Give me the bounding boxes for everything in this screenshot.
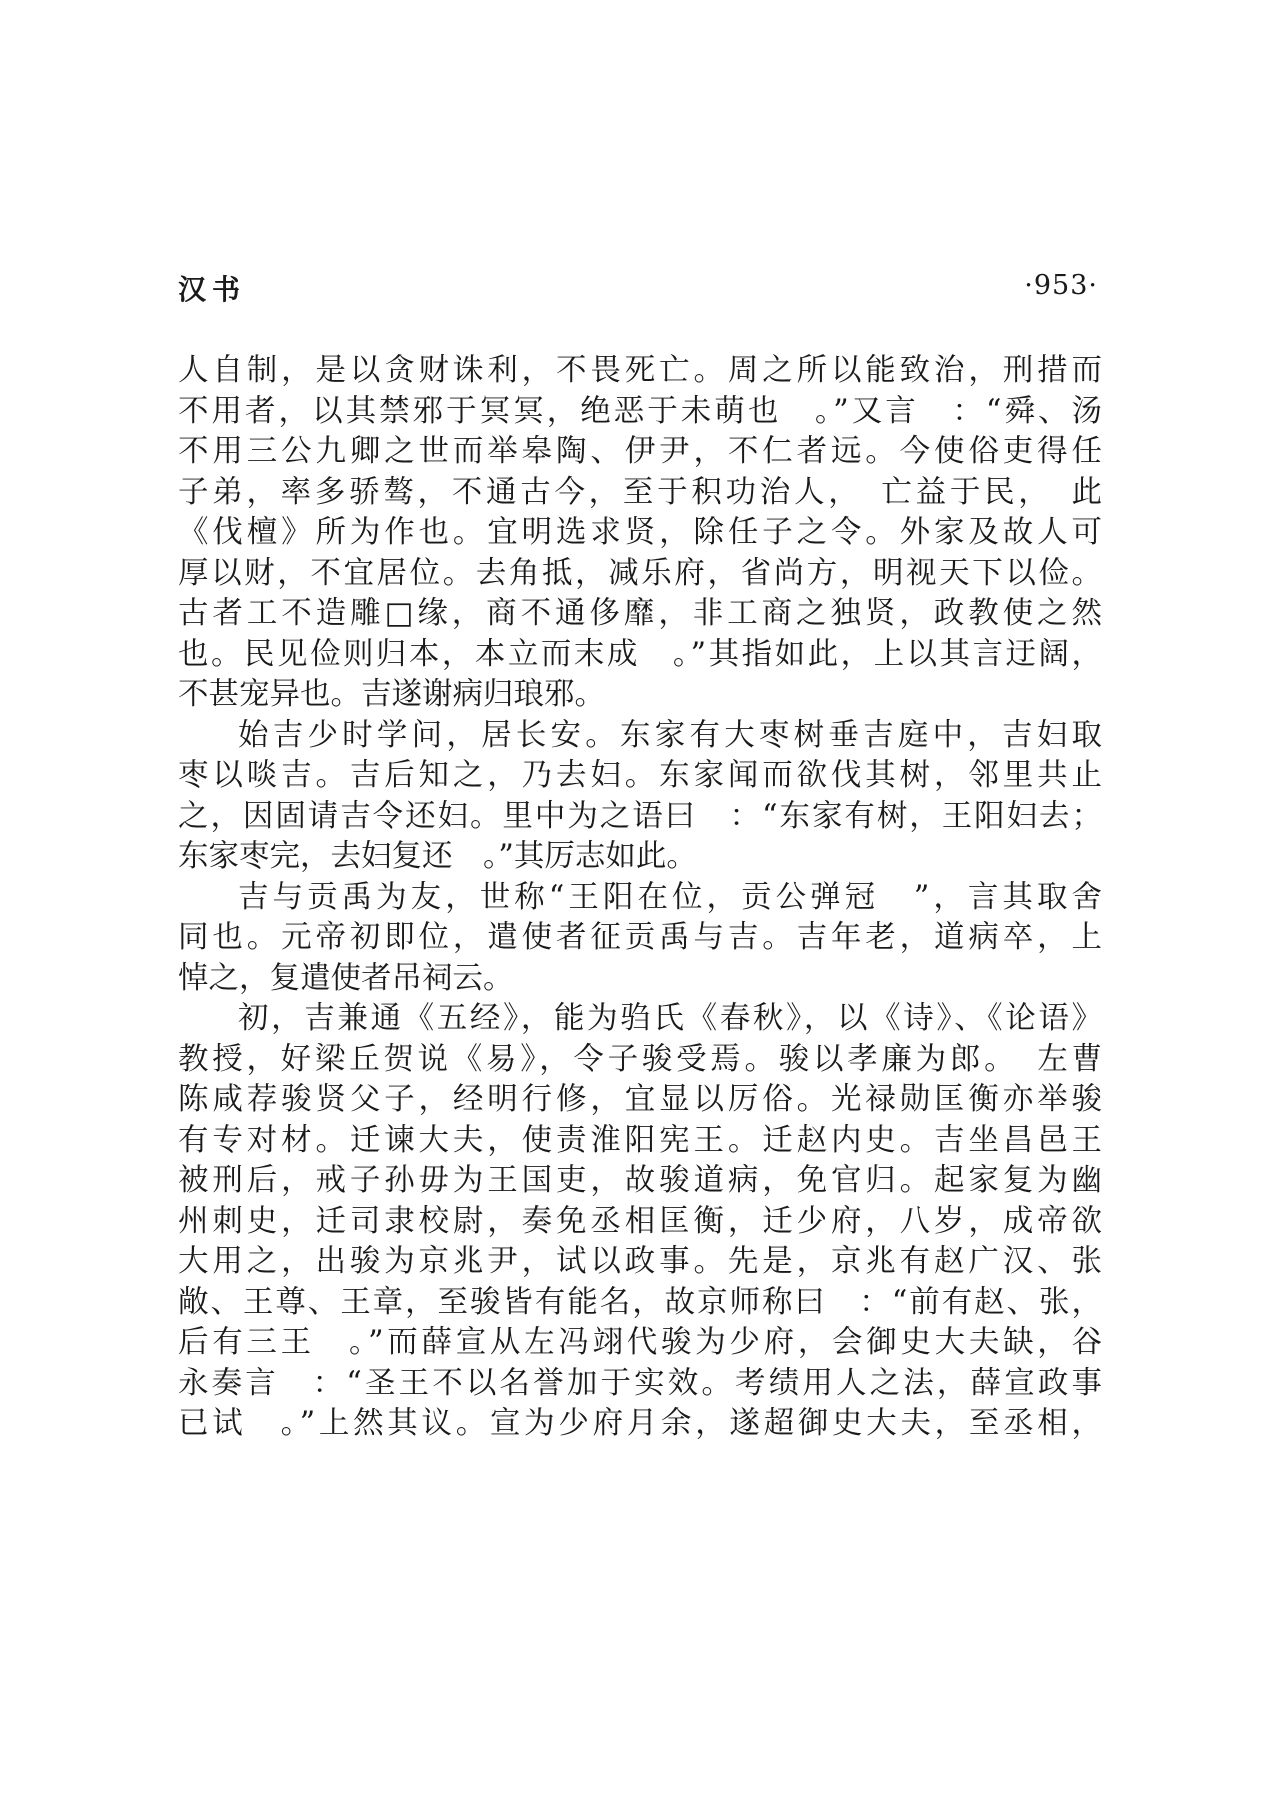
text-line: 也。民见俭则归本，本立而末成 。”其指如此，上以其言迂阔， bbox=[178, 636, 1102, 672]
text-line: 后有三王 。”而薛宣从左冯翊代骏为少府，会御史大夫缺，谷 bbox=[178, 1325, 1102, 1360]
text-line: 之，因固请吉令还妇。里中为之语曰 ：“东家有树，王阳妇去； bbox=[178, 798, 1102, 834]
text-line: 人自制，是以贪财诛利，不畏死亡。周之所以能致治，刑措而 bbox=[178, 353, 1102, 388]
text-line: 已试 。”上然其议。宣为少府月余，遂超御史大夫，至丞相， bbox=[178, 1406, 1102, 1441]
paragraph-start-line: 吉与贡禹为友，世称“王阳在位，贡公弹冠 ”，言其取舍 bbox=[238, 879, 1102, 915]
text-line: 教授，好梁丘贺说《易》，令子骏受焉。骏以孝廉为郎。 左曹 bbox=[178, 1041, 1102, 1077]
text-line: 枣以啖吉。吉后知之，乃去妇。东家闻而欲伐其树，邻里共止 bbox=[178, 758, 1102, 793]
text-line: 敞、王尊、王章，至骏皆有能名，故京师称曰 ：“前有赵、张， bbox=[178, 1284, 1102, 1320]
page-number: ·953· bbox=[1024, 270, 1098, 301]
text-line: 大用之，出骏为京兆尹，试以政事。先是，京兆有赵广汉、张 bbox=[178, 1244, 1102, 1279]
text-line: 《伐檀》所为作也。宜明选求贤，除任子之令。外家及故人可 bbox=[178, 515, 1102, 550]
text-line: 厚以财，不宜居位。去角抵，减乐府，省尚方，明视天下以俭。 bbox=[178, 555, 1102, 591]
paragraph-end-line: 悼之，复遣使者吊祠云。 bbox=[178, 960, 514, 996]
paragraph-end-line: 东家枣完，去妇复还 。”其厉志如此。 bbox=[178, 839, 697, 874]
text-line: 不用者，以其禁邪于冥冥，绝恶于未萌也 。”又言 ：“舜、汤 bbox=[178, 393, 1102, 429]
paragraph-start-line: 初，吉兼通《五经》，能为驺氏《春秋》，以《诗》、《论语》 bbox=[238, 1001, 1102, 1036]
text-line: 同也。元帝初即位，遣使者征贡禹与吉。吉年老，道病卒，上 bbox=[178, 920, 1102, 955]
text-line: 古者工不造雕□缘，商不通侈靡，非工商之独贤，政教使之然 bbox=[178, 596, 1102, 631]
text-line: 不用三公九卿之世而举皋陶、伊尹，不仁者远。今使俗吏得任 bbox=[178, 434, 1102, 469]
paragraph-start-line: 始吉少时学问，居长安。东家有大枣树垂吉庭中，吉妇取 bbox=[238, 717, 1102, 753]
body-text bbox=[178, 351, 1102, 1445]
paragraph-end-line: 不甚宠异也。吉遂谢病归琅邪。 bbox=[178, 677, 605, 712]
text-line: 州刺史，迁司隶校尉，奏免丞相匡衡，迁少府，八岁，成帝欲 bbox=[178, 1203, 1102, 1239]
book-title: 汉书 bbox=[178, 273, 247, 306]
text-line: 有专对材。迁谏大夫，使责淮阳宪王。迁赵内史。吉坐昌邑王 bbox=[178, 1122, 1102, 1158]
text-line: 陈咸荐骏贤父子，经明行修，宜显以厉俗。光禄勋匡衡亦举骏 bbox=[178, 1082, 1102, 1117]
text-line: 被刑后，戒子孙毋为王国吏，故骏道病，免官归。起家复为幽 bbox=[178, 1163, 1102, 1198]
page-header bbox=[178, 268, 1098, 308]
text-line: 永奏言 ：“圣王不以名誉加于实效。考绩用人之法，薛宣政事 bbox=[178, 1365, 1102, 1401]
text-line: 子弟，率多骄骜，不通古今，至于积功治人， 亡益于民， 此 bbox=[178, 474, 1102, 510]
